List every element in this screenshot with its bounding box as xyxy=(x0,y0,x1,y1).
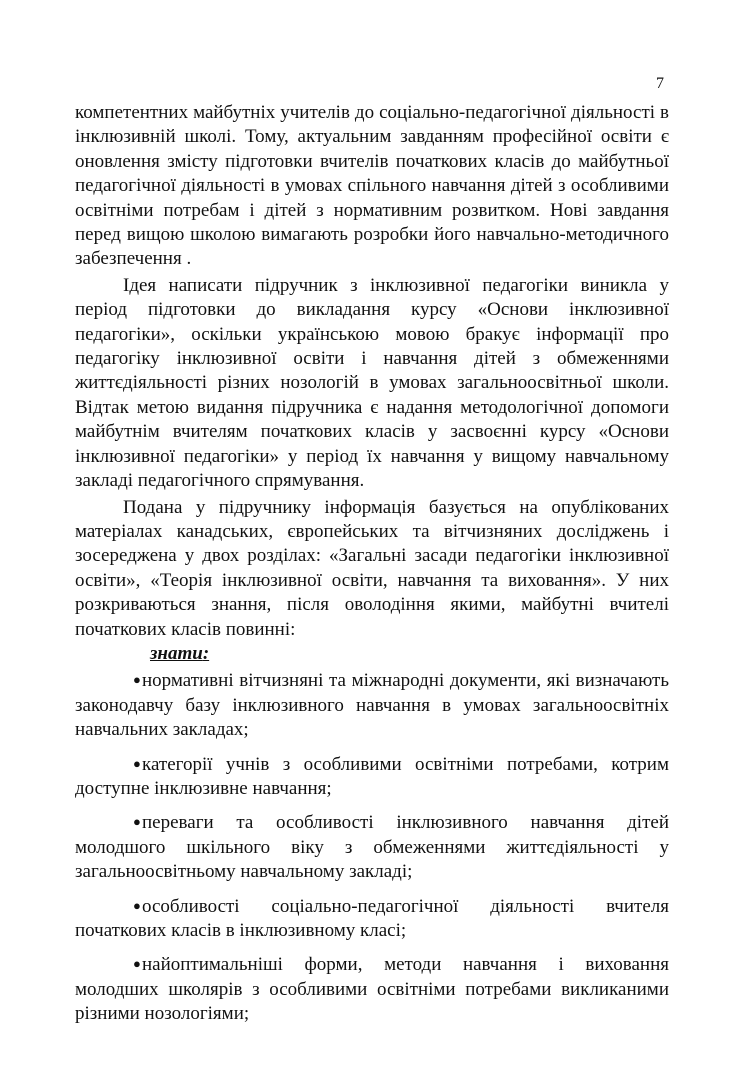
know-heading xyxy=(75,642,669,666)
list-item xyxy=(75,894,669,944)
bullet-icon: ● xyxy=(133,755,141,771)
list-item xyxy=(75,668,669,742)
bullet-icon: ● xyxy=(133,814,141,830)
know-list xyxy=(75,668,669,1026)
paragraph-continuation: компетентних майбутніх учителів до соціально-педагогічної діяльності в інклюзивній школі. Тому, актуальним завданням професійної освіти є оновлення змісту підготовки вчителів початкових класів до майбутньої педагогічної діяльності в умовах спільного навчання дітей з особливими освітніми потребам і дітей з нормативним розвитком. Нові завдання перед вищою школою вимагають розробки його навчально-методичного забезпечення . xyxy=(75,102,669,270)
list-item-text: особливості соціально-педагогічної діяльності вчителя початкових класів в інклюзивному класі; xyxy=(75,895,669,941)
list-item-text: нормативні вітчизняні та міжнародні документи, які визначають законодавчу базу інклюзивного навчання в умовах загальноосвітніх навчальних закладах; xyxy=(75,670,669,741)
list-item-text: найоптимальніші форми, методи навчання і виховання молодших школярів з особливими освітніми потребами викликаними різними нозологіями; xyxy=(75,954,669,1025)
paragraph-information-basis: Подана у підручнику інформація базується на опублікованих матеріалах канадських, європейських та вітчизняних досліджень і зосереджена у двох розділах: «Загальні засади педагогіки інклюзивної освіти», «Теорія інклюзивної освіти, навчання та виховання». У них розкриваються знання, після оволодіння якими, майбутні вчителі початкових класів повинні: xyxy=(75,496,669,640)
list-item-text: категорії учнів з особливими освітніми потребами, котрим доступне інклюзивне навчання; xyxy=(75,753,669,799)
page-number: 7 xyxy=(656,75,664,92)
list-item-text: переваги та особливості інклюзивного навчання дітей молодшого шкільного віку з обмеженнями життєдіяльності у загальноосвітньому навчальному закладі; xyxy=(75,812,669,883)
list-item xyxy=(75,752,669,802)
list-item xyxy=(75,810,669,884)
bullet-icon: ● xyxy=(133,956,141,972)
paragraph-textbook-idea: Ідея написати підручник з інклюзивної педагогіки виникла у період підготовки до викладання курсу «Основи інклюзивної педагогіки», оскільки українською мовою бракує інформації про педагогіку інклюзивної освіти і навчання дітей з обмеженнями життєдіяльності різних нозологій в умовах загальноосвітньої школи. Відтак метою видання підручника є надання методологічної допомоги майбутнім вчителям початкових класів у засвоєнні курсу «Основи інклюзивної педагогіки» у період їх навчання у вищому навчальному закладі педагогічного спрямування. xyxy=(75,274,669,492)
list-item xyxy=(75,952,669,1026)
body-text xyxy=(75,101,669,1036)
bullet-icon: ● xyxy=(133,897,141,913)
bullet-icon: ● xyxy=(133,672,141,688)
know-heading-label: знати xyxy=(150,642,203,664)
know-heading-colon: : xyxy=(202,642,210,664)
